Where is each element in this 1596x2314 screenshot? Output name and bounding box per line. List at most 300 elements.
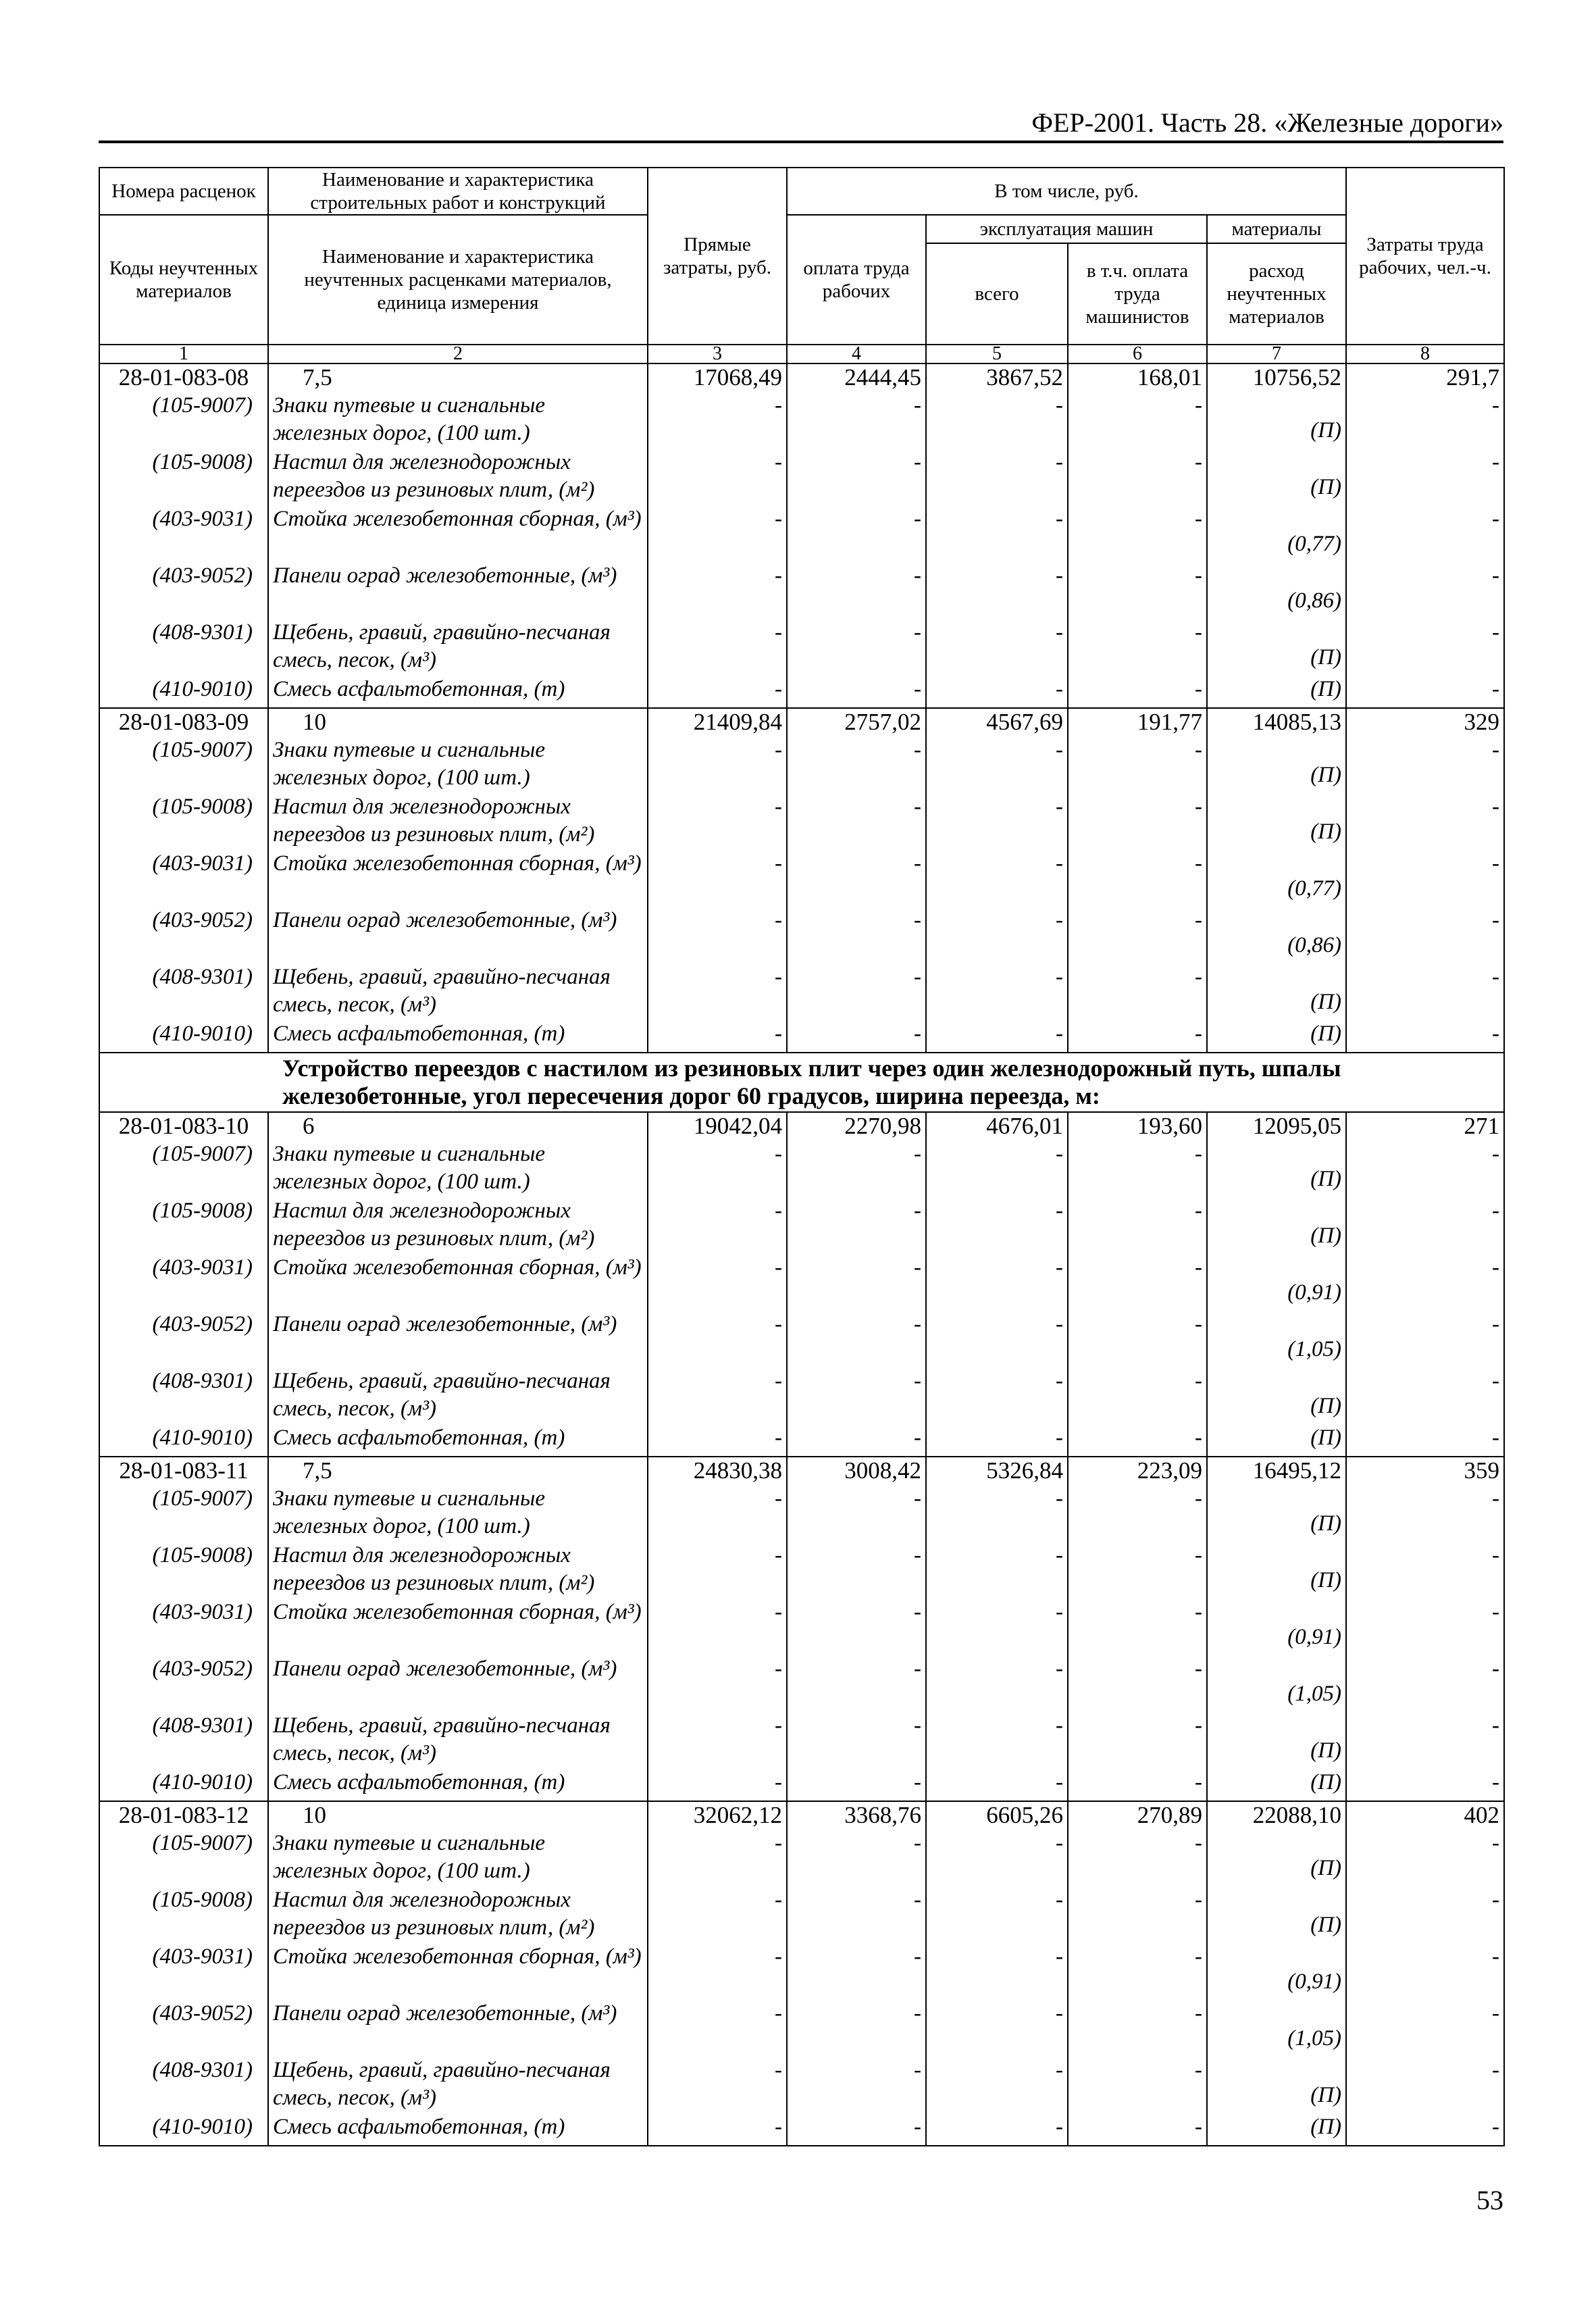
material-row	[99, 1311, 1504, 1367]
header-name-materials: Наименование и характеристика неучтенных расценками материалов, единица измерения	[268, 215, 648, 345]
empty-dash: -	[648, 1311, 787, 1367]
material-row	[99, 1655, 1504, 1712]
empty-dash: -	[1346, 1830, 1504, 1886]
empty-dash: -	[1346, 1020, 1504, 1053]
empty-dash: -	[787, 1943, 926, 2000]
material-quantity: (1,05)	[1207, 1655, 1346, 1712]
empty-dash: -	[787, 1140, 926, 1197]
material-quantity: (0,77)	[1207, 505, 1346, 562]
empty-dash: -	[787, 1424, 926, 1457]
machines-total: 5326,84	[926, 1457, 1068, 1485]
material-code: (410-9010)	[99, 1020, 268, 1053]
empty-dash: -	[926, 2057, 1068, 2113]
empty-dash: -	[926, 1254, 1068, 1311]
empty-dash: -	[1068, 449, 1207, 505]
material-quantity: (П)	[1207, 963, 1346, 1020]
material-code: (105-9007)	[99, 1830, 268, 1886]
col-number: 6	[1068, 345, 1207, 363]
empty-dash: -	[1346, 1886, 1504, 1943]
material-quantity: (П)	[1207, 392, 1346, 449]
empty-dash: -	[787, 676, 926, 708]
empty-dash: -	[1346, 1542, 1504, 1599]
material-row	[99, 449, 1504, 505]
material-quantity: (0,77)	[1207, 850, 1346, 907]
empty-dash: -	[648, 963, 787, 1020]
empty-dash: -	[787, 1197, 926, 1254]
empty-dash: -	[1346, 850, 1504, 907]
col-number: 7	[1207, 345, 1346, 363]
material-code: (403-9052)	[99, 1311, 268, 1367]
empty-dash: -	[1346, 1655, 1504, 1712]
header-materials-usage: расход неучтенных материалов	[1207, 243, 1346, 345]
material-code: (403-9031)	[99, 850, 268, 907]
empty-dash: -	[1068, 1020, 1207, 1053]
material-code: (403-9031)	[99, 1254, 268, 1311]
header-rule	[99, 141, 1503, 143]
labor-hours: 291,7	[1346, 363, 1504, 392]
material-quantity: (П)	[1207, 1020, 1346, 1053]
empty-dash: -	[1346, 793, 1504, 850]
empty-dash: -	[926, 1655, 1068, 1712]
empty-dash: -	[926, 1197, 1068, 1254]
empty-dash: -	[787, 1712, 926, 1769]
material-code: (408-9301)	[99, 1712, 268, 1769]
material-code: (403-9052)	[99, 1655, 268, 1712]
rates-table	[99, 167, 1505, 2146]
empty-dash: -	[1068, 1367, 1207, 1424]
material-quantity: (0,91)	[1207, 1943, 1346, 2000]
material-quantity: (П)	[1207, 1886, 1346, 1943]
empty-dash: -	[787, 619, 926, 676]
empty-dash: -	[1346, 2000, 1504, 2057]
direct-costs: 17068,49	[648, 363, 787, 392]
material-code: (408-9301)	[99, 2057, 268, 2113]
machinist-pay: 168,01	[1068, 363, 1207, 392]
header-materials: материалы	[1207, 215, 1346, 243]
material-row	[99, 2057, 1504, 2113]
empty-dash: -	[787, 2000, 926, 2057]
materials-cost: 22088,10	[1207, 1801, 1346, 1830]
material-code: (105-9008)	[99, 1197, 268, 1254]
material-quantity: (П)	[1207, 449, 1346, 505]
empty-dash: -	[648, 1424, 787, 1457]
empty-dash: -	[926, 1599, 1068, 1655]
empty-dash: -	[1346, 1367, 1504, 1424]
empty-dash: -	[1068, 1485, 1207, 1542]
material-code: (105-9007)	[99, 1140, 268, 1197]
material-row	[99, 676, 1504, 708]
empty-dash: -	[1346, 676, 1504, 708]
material-code: (105-9008)	[99, 793, 268, 850]
empty-dash: -	[1068, 1311, 1207, 1367]
empty-dash: -	[1068, 1599, 1207, 1655]
material-row	[99, 1140, 1504, 1197]
empty-dash: -	[1068, 619, 1207, 676]
material-code: (105-9007)	[99, 1485, 268, 1542]
empty-dash: -	[1068, 1542, 1207, 1599]
running-header: ФЕР-2001. Часть 28. «Железные дороги»	[1031, 107, 1503, 138]
material-quantity: (П)	[1207, 1485, 1346, 1542]
empty-dash: -	[787, 449, 926, 505]
empty-dash: -	[1068, 1655, 1207, 1712]
empty-dash: -	[926, 1140, 1068, 1197]
material-row	[99, 1254, 1504, 1311]
material-row	[99, 1830, 1504, 1886]
col-number: 2	[268, 345, 648, 363]
empty-dash: -	[648, 1020, 787, 1053]
rate-name: 10	[268, 1801, 648, 1830]
material-code: (105-9007)	[99, 736, 268, 793]
empty-dash: -	[1346, 619, 1504, 676]
empty-dash: -	[1068, 2000, 1207, 2057]
empty-dash: -	[926, 619, 1068, 676]
empty-dash: -	[1346, 1140, 1504, 1197]
material-name: Стойка железобетонная сборная, (м³)	[268, 505, 648, 562]
empty-dash: -	[1068, 1943, 1207, 2000]
empty-dash: -	[1068, 736, 1207, 793]
empty-dash: -	[648, 392, 787, 449]
empty-dash: -	[926, 850, 1068, 907]
empty-dash: -	[1068, 2057, 1207, 2113]
empty-dash: -	[926, 2113, 1068, 2146]
empty-dash: -	[787, 1886, 926, 1943]
rate-name: 7,5	[268, 363, 648, 392]
material-code: (105-9008)	[99, 449, 268, 505]
empty-dash: -	[787, 963, 926, 1020]
machines-total: 4676,01	[926, 1112, 1068, 1140]
material-name: Знаки путевые и сигнальные железных дорог, (100 шт.)	[268, 736, 648, 793]
material-code: (105-9008)	[99, 1542, 268, 1599]
empty-dash: -	[648, 1886, 787, 1943]
material-name: Панели оград железобетонные, (м³)	[268, 1311, 648, 1367]
material-row	[99, 1424, 1504, 1457]
material-row	[99, 505, 1504, 562]
col-number: 1	[99, 345, 268, 363]
material-code: (403-9031)	[99, 1599, 268, 1655]
empty-dash: -	[1346, 1712, 1504, 1769]
empty-dash: -	[648, 562, 787, 619]
material-quantity: (0,86)	[1207, 907, 1346, 963]
page-number: 53	[1476, 2185, 1503, 2215]
empty-dash: -	[787, 1655, 926, 1712]
material-quantity: (П)	[1207, 1769, 1346, 1801]
empty-dash: -	[648, 1485, 787, 1542]
material-code: (403-9052)	[99, 2000, 268, 2057]
rate-row	[99, 1457, 1504, 1485]
empty-dash: -	[648, 1542, 787, 1599]
material-code: (105-9008)	[99, 1886, 268, 1943]
empty-dash: -	[926, 449, 1068, 505]
empty-dash: -	[648, 736, 787, 793]
empty-dash: -	[648, 907, 787, 963]
labor-pay: 2444,45	[787, 363, 926, 392]
material-quantity: (П)	[1207, 793, 1346, 850]
material-quantity: (П)	[1207, 2057, 1346, 2113]
col-number: 3	[648, 345, 787, 363]
empty-dash: -	[787, 1542, 926, 1599]
material-row	[99, 736, 1504, 793]
material-row	[99, 392, 1504, 449]
empty-dash: -	[1068, 793, 1207, 850]
empty-dash: -	[787, 1599, 926, 1655]
materials-cost: 12095,05	[1207, 1112, 1346, 1140]
empty-dash: -	[1346, 907, 1504, 963]
rate-name: 7,5	[268, 1457, 648, 1485]
material-name: Щебень, гравий, гравийно-песчаная смесь, песок, (м³)	[268, 1367, 648, 1424]
rate-code: 28-01-083-11	[99, 1457, 268, 1485]
material-row	[99, 793, 1504, 850]
material-name: Щебень, гравий, гравийно-песчаная смесь, песок, (м³)	[268, 2057, 648, 2113]
material-name: Настил для железнодорожных переездов из резиновых плит, (м²)	[268, 1197, 648, 1254]
empty-dash: -	[926, 1886, 1068, 1943]
empty-dash: -	[926, 505, 1068, 562]
direct-costs: 32062,12	[648, 1801, 787, 1830]
empty-dash: -	[926, 562, 1068, 619]
material-quantity: (0,91)	[1207, 1599, 1346, 1655]
empty-dash: -	[1346, 1254, 1504, 1311]
labor-hours: 359	[1346, 1457, 1504, 1485]
empty-dash: -	[926, 1367, 1068, 1424]
machinist-pay: 223,09	[1068, 1457, 1207, 1485]
direct-costs: 19042,04	[648, 1112, 787, 1140]
material-code: (408-9301)	[99, 1367, 268, 1424]
empty-dash: -	[1346, 562, 1504, 619]
material-name: Смесь асфальтобетонная, (т)	[268, 1020, 648, 1053]
empty-dash: -	[1068, 1886, 1207, 1943]
material-name: Настил для железнодорожных переездов из резиновых плит, (м²)	[268, 1886, 648, 1943]
material-name: Стойка железобетонная сборная, (м³)	[268, 1254, 648, 1311]
material-row	[99, 562, 1504, 619]
empty-dash: -	[648, 676, 787, 708]
empty-dash: -	[1346, 736, 1504, 793]
labor-hours: 271	[1346, 1112, 1504, 1140]
empty-dash: -	[1346, 1311, 1504, 1367]
table-header	[99, 168, 1504, 363]
rate-code: 28-01-083-12	[99, 1801, 268, 1830]
empty-dash: -	[1068, 850, 1207, 907]
material-quantity: (П)	[1207, 2113, 1346, 2146]
header-codes: Коды неучтенных материалов	[99, 215, 268, 345]
empty-dash: -	[1346, 2057, 1504, 2113]
empty-dash: -	[648, 1254, 787, 1311]
rate-row	[99, 708, 1504, 736]
machines-total: 6605,26	[926, 1801, 1068, 1830]
rate-row	[99, 363, 1504, 392]
empty-dash: -	[1068, 963, 1207, 1020]
empty-dash: -	[1068, 1712, 1207, 1769]
material-row	[99, 1367, 1504, 1424]
material-row	[99, 963, 1504, 1020]
material-quantity: (П)	[1207, 676, 1346, 708]
material-row	[99, 850, 1504, 907]
material-quantity: (П)	[1207, 1367, 1346, 1424]
material-code: (408-9301)	[99, 619, 268, 676]
empty-dash: -	[926, 2000, 1068, 2057]
empty-dash: -	[648, 850, 787, 907]
header-name: Наименование и характеристика строительных работ и конструкций	[268, 168, 648, 215]
material-name: Смесь асфальтобетонная, (т)	[268, 2113, 648, 2146]
column-numbers-row	[99, 345, 1504, 363]
empty-dash: -	[648, 505, 787, 562]
labor-pay: 2270,98	[787, 1112, 926, 1140]
material-code: (403-9052)	[99, 562, 268, 619]
material-name: Знаки путевые и сигнальные железных дорог, (100 шт.)	[268, 392, 648, 449]
material-name: Знаки путевые и сигнальные железных дорог, (100 шт.)	[268, 1140, 648, 1197]
empty-dash: -	[787, 392, 926, 449]
empty-dash: -	[1068, 1254, 1207, 1311]
empty-dash: -	[787, 907, 926, 963]
rate-name: 6	[268, 1112, 648, 1140]
empty-dash: -	[1346, 1599, 1504, 1655]
materials-cost: 10756,52	[1207, 363, 1346, 392]
material-row	[99, 2000, 1504, 2057]
labor-pay: 3368,76	[787, 1801, 926, 1830]
material-name: Смесь асфальтобетонная, (т)	[268, 1424, 648, 1457]
material-row	[99, 1020, 1504, 1053]
empty-dash: -	[1346, 505, 1504, 562]
material-quantity: (П)	[1207, 1542, 1346, 1599]
material-row	[99, 1712, 1504, 1769]
material-name: Панели оград железобетонные, (м³)	[268, 1655, 648, 1712]
material-row	[99, 1769, 1504, 1801]
material-name: Стойка железобетонная сборная, (м³)	[268, 1599, 648, 1655]
direct-costs: 24830,38	[648, 1457, 787, 1485]
col-number: 5	[926, 345, 1068, 363]
machines-total: 3867,52	[926, 363, 1068, 392]
material-code: (410-9010)	[99, 676, 268, 708]
empty-dash: -	[787, 793, 926, 850]
empty-dash: -	[787, 562, 926, 619]
empty-dash: -	[787, 850, 926, 907]
empty-dash: -	[787, 505, 926, 562]
empty-dash: -	[648, 2000, 787, 2057]
empty-dash: -	[787, 1769, 926, 1801]
rate-row	[99, 1801, 1504, 1830]
empty-dash: -	[648, 1197, 787, 1254]
empty-dash: -	[926, 793, 1068, 850]
empty-dash: -	[926, 676, 1068, 708]
material-quantity: (П)	[1207, 1197, 1346, 1254]
empty-dash: -	[926, 963, 1068, 1020]
empty-dash: -	[787, 1311, 926, 1367]
material-quantity: (0,91)	[1207, 1254, 1346, 1311]
labor-pay: 2757,02	[787, 708, 926, 736]
labor-pay: 3008,42	[787, 1457, 926, 1485]
material-quantity: (1,05)	[1207, 2000, 1346, 2057]
empty-dash: -	[648, 1599, 787, 1655]
empty-dash: -	[1346, 2113, 1504, 2146]
material-row	[99, 619, 1504, 676]
material-code: (410-9010)	[99, 2113, 268, 2146]
material-name: Настил для железнодорожных переездов из резиновых плит, (м²)	[268, 1542, 648, 1599]
material-name: Панели оград железобетонные, (м³)	[268, 907, 648, 963]
rate-row	[99, 1112, 1504, 1140]
machinist-pay: 193,60	[1068, 1112, 1207, 1140]
empty-dash: -	[648, 619, 787, 676]
empty-dash: -	[1346, 449, 1504, 505]
labor-hours: 329	[1346, 708, 1504, 736]
table-body	[99, 363, 1504, 2146]
header-direct-costs: Прямые затраты, руб.	[648, 168, 787, 345]
empty-dash: -	[1068, 676, 1207, 708]
empty-dash: -	[648, 1367, 787, 1424]
empty-dash: -	[926, 392, 1068, 449]
empty-dash: -	[648, 1943, 787, 2000]
empty-dash: -	[926, 1485, 1068, 1542]
material-name: Щебень, гравий, гравийно-песчаная смесь, песок, (м³)	[268, 619, 648, 676]
header-labor-pay: оплата труда рабочих	[787, 215, 926, 345]
material-name: Настил для железнодорожных переездов из резиновых плит, (м²)	[268, 449, 648, 505]
material-name: Знаки путевые и сигнальные железных дорог, (100 шт.)	[268, 1830, 648, 1886]
empty-dash: -	[926, 1424, 1068, 1457]
empty-dash: -	[787, 1367, 926, 1424]
empty-dash: -	[926, 736, 1068, 793]
material-name: Панели оград железобетонные, (м³)	[268, 562, 648, 619]
material-quantity: (П)	[1207, 1140, 1346, 1197]
material-row	[99, 1886, 1504, 1943]
empty-dash: -	[648, 449, 787, 505]
header-including: В том числе, руб.	[787, 168, 1346, 215]
section-heading-row	[99, 1053, 1504, 1112]
empty-dash: -	[648, 1712, 787, 1769]
material-name: Знаки путевые и сигнальные железных дорог, (100 шт.)	[268, 1485, 648, 1542]
material-name: Стойка железобетонная сборная, (м³)	[268, 1943, 648, 2000]
empty-dash: -	[648, 2113, 787, 2146]
materials-cost: 16495,12	[1207, 1457, 1346, 1485]
material-code: (105-9007)	[99, 392, 268, 449]
material-row	[99, 907, 1504, 963]
material-code: (403-9031)	[99, 1943, 268, 2000]
empty-dash: -	[1346, 1943, 1504, 2000]
empty-dash: -	[648, 1830, 787, 1886]
empty-dash: -	[1068, 2113, 1207, 2146]
material-row	[99, 1542, 1504, 1599]
material-name: Щебень, гравий, гравийно-песчаная смесь, песок, (м³)	[268, 1712, 648, 1769]
empty-dash: -	[926, 1712, 1068, 1769]
material-row	[99, 1197, 1504, 1254]
empty-dash: -	[1346, 392, 1504, 449]
material-row	[99, 2113, 1504, 2146]
empty-dash: -	[1346, 1769, 1504, 1801]
material-quantity: (П)	[1207, 1424, 1346, 1457]
empty-dash: -	[648, 1655, 787, 1712]
material-quantity: (1,05)	[1207, 1311, 1346, 1367]
material-row	[99, 1599, 1504, 1655]
empty-dash: -	[1346, 1197, 1504, 1254]
empty-dash: -	[648, 1140, 787, 1197]
col-number: 4	[787, 345, 926, 363]
material-code: (408-9301)	[99, 963, 268, 1020]
empty-dash: -	[926, 1830, 1068, 1886]
rate-code: 28-01-083-09	[99, 708, 268, 736]
material-code: (410-9010)	[99, 1424, 268, 1457]
material-quantity: (П)	[1207, 1712, 1346, 1769]
machinist-pay: 191,77	[1068, 708, 1207, 736]
empty-dash: -	[926, 1020, 1068, 1053]
empty-dash: -	[1068, 1140, 1207, 1197]
header-machines: эксплуатация машин	[926, 215, 1207, 243]
empty-dash: -	[926, 907, 1068, 963]
empty-dash: -	[1068, 1769, 1207, 1801]
rate-code: 28-01-083-10	[99, 1112, 268, 1140]
empty-dash: -	[648, 2057, 787, 2113]
material-row	[99, 1485, 1504, 1542]
empty-dash: -	[926, 1542, 1068, 1599]
material-name: Стойка железобетонная сборная, (м³)	[268, 850, 648, 907]
empty-dash: -	[648, 793, 787, 850]
empty-dash: -	[1068, 505, 1207, 562]
empty-dash: -	[1068, 907, 1207, 963]
